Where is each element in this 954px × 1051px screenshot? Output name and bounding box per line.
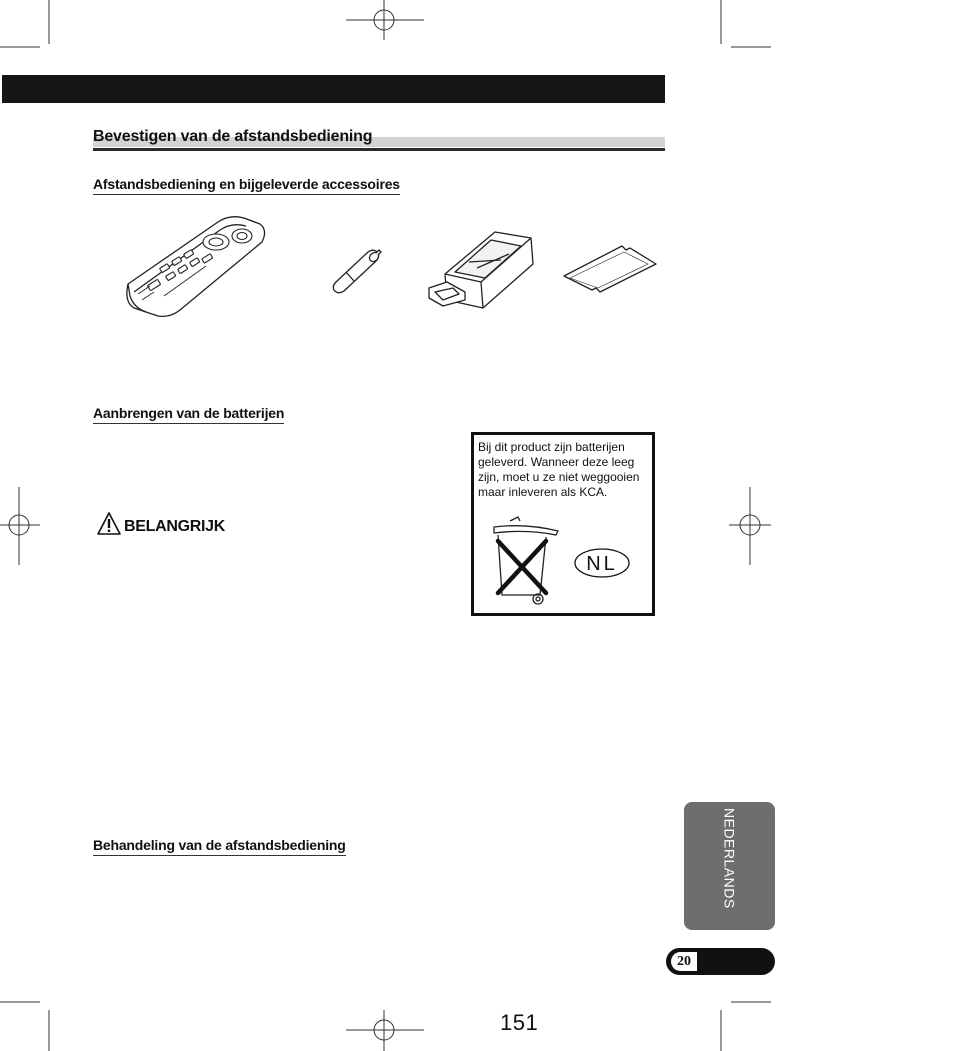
important-notice [96,507,225,537]
adhesive-pad-icon [560,242,660,296]
remote-control-icon [120,212,270,320]
crosshair-bottom [346,1010,424,1051]
remote-holder-icon [425,226,535,310]
battery-icon [330,244,382,294]
warning-triangle-icon [96,511,122,537]
subheading-accessories: Afstandsbediening en bijgeleverde accessoires [93,176,400,195]
crosshair-left [0,487,40,565]
language-tab [684,802,775,930]
battery-disposal-box [471,432,655,616]
battery-notice-text: Bij dit product zijn batterijen geleverd. Wanneer deze leeg zijn, moet u ze niet weggooien maar inleveren als KCA. [478,440,640,499]
section-number-pill [666,948,775,975]
country-code: NL [586,553,618,575]
heading-rule [93,148,665,151]
header-bar [2,75,665,103]
section-title: Bevestigen van de afstandsbediening [93,128,373,145]
page-number: 151 [500,1010,539,1035]
crosshair-top [346,0,424,40]
section-heading [93,128,665,152]
crossed-bin-icon [486,515,560,607]
important-label: BELANGRIJK [124,518,226,535]
crosshair-right [729,487,771,565]
country-badge [572,545,632,581]
section-number: 20 [671,952,697,971]
subheading-handling: Behandeling van de afstandsbediening [93,837,346,856]
language-label: NEDERLANDS [721,808,738,909]
subheading-batteries: Aanbrengen van de batterijen [93,405,284,424]
